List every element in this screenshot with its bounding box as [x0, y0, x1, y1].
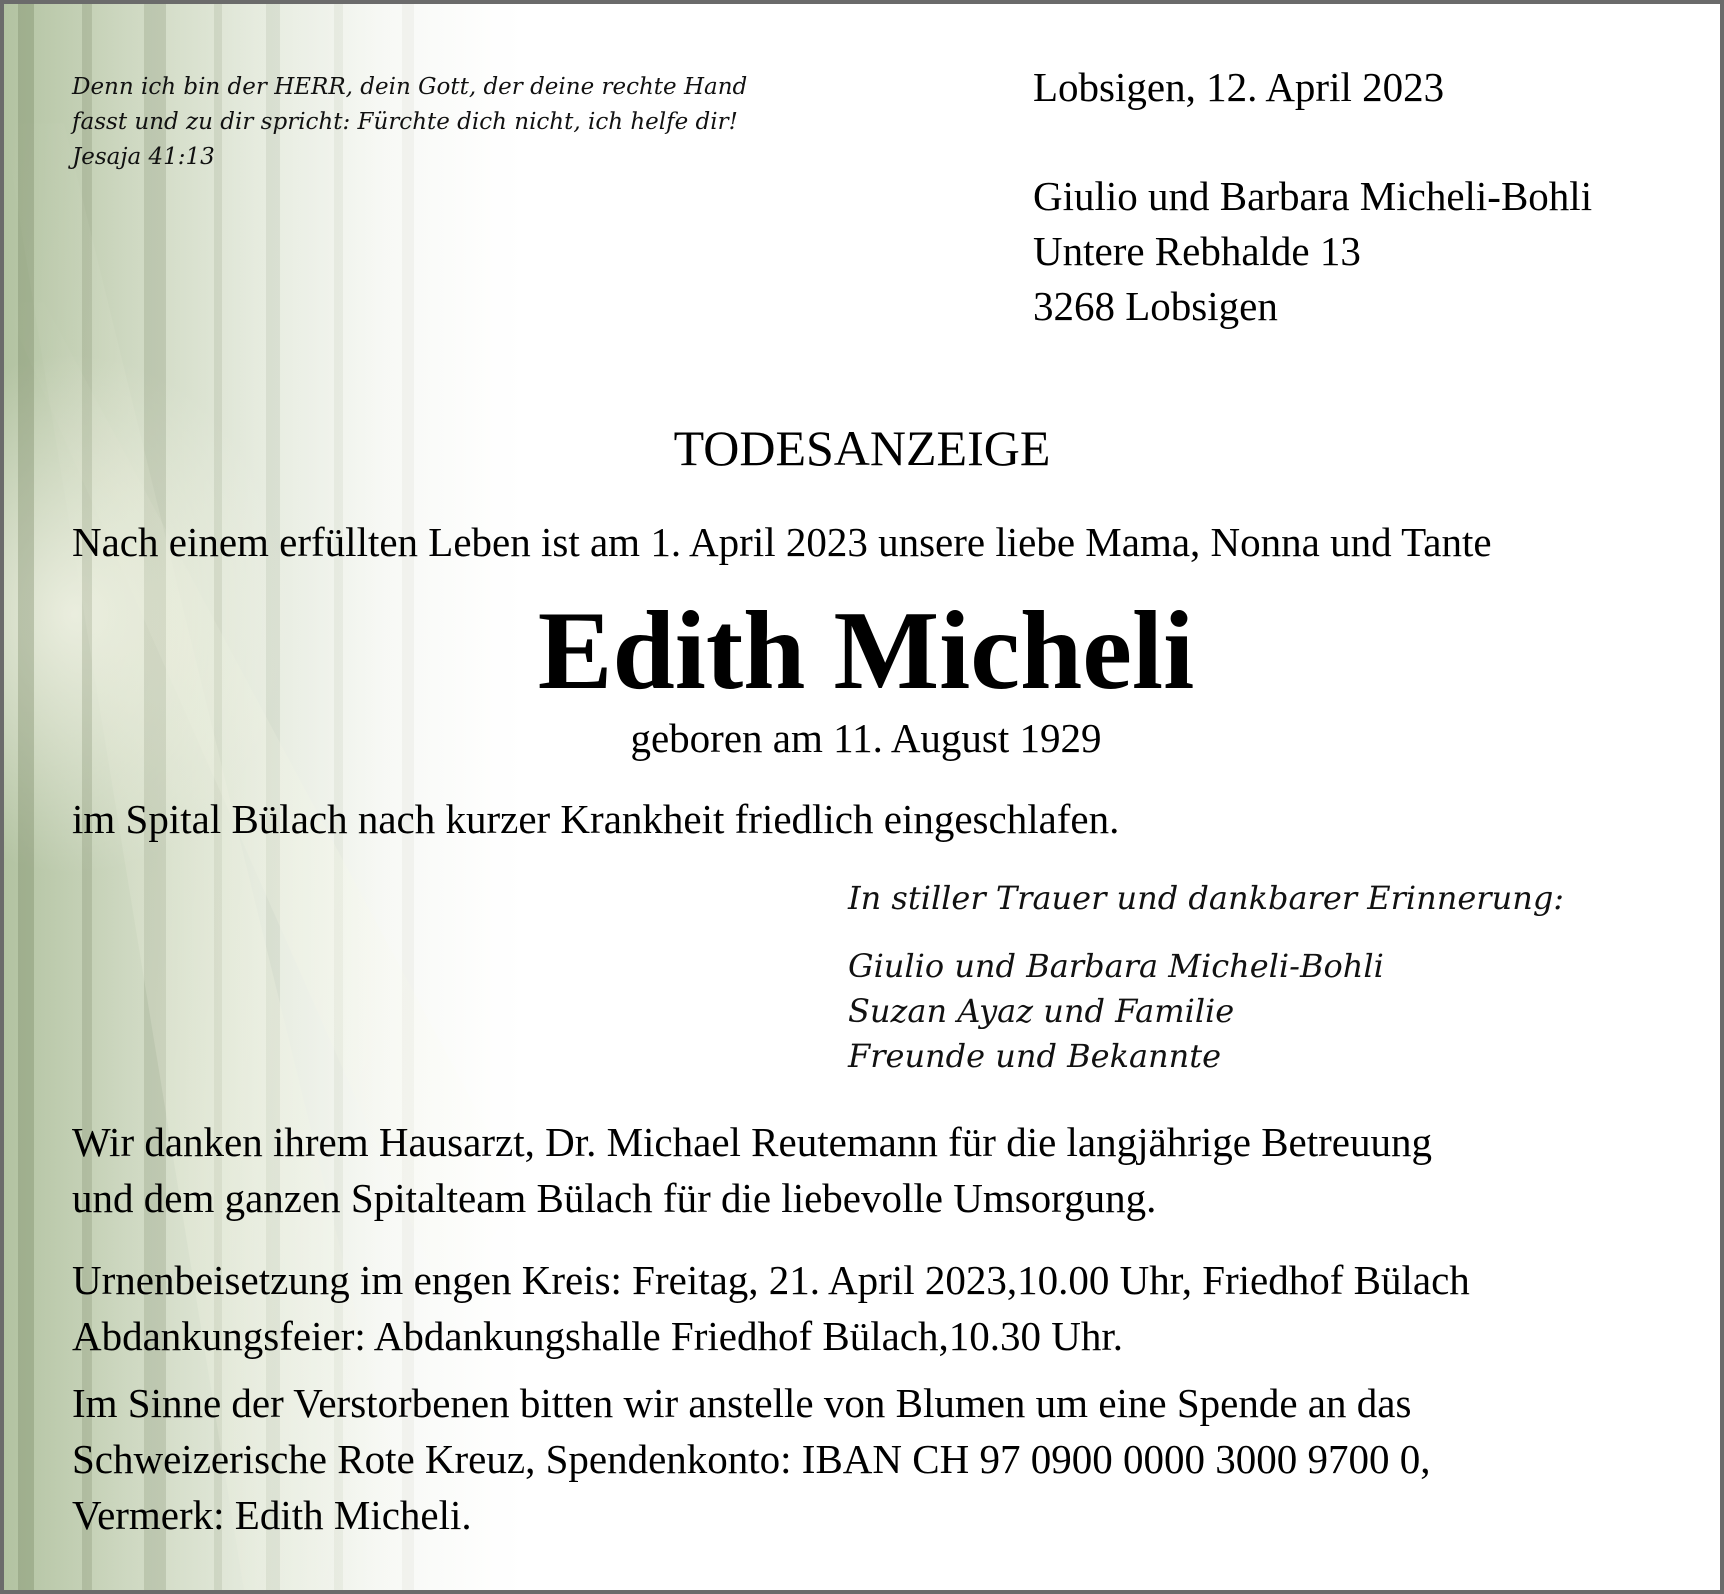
donation-line: Im Sinne der Verstorbenen bitten wir anstelle von Blumen um eine Spende an das	[72, 1380, 1412, 1426]
ceremony-paragraph	[72, 1252, 1470, 1364]
deceased-name: Edith Micheli	[537, 589, 1195, 713]
address-names: Giulio und Barbara Micheli-Bohli	[1033, 173, 1593, 219]
list-item: Freunde und Bekannte	[848, 1037, 1222, 1075]
birth-date: geboren am 11. August 1929	[630, 715, 1102, 761]
mourners-list	[848, 944, 1384, 1079]
place-date: Lobsigen, 12. April 2023	[1033, 64, 1445, 110]
list-item: Giulio und Barbara Micheli-Bohli	[848, 947, 1384, 985]
donation-line: Vermerk: Edith Micheli.	[72, 1492, 472, 1538]
ceremony-line: Urnenbeisetzung im engen Kreis: Freitag, 21. April 2023,10.00 Uhr, Friedhof Bülach	[72, 1257, 1470, 1303]
passing-text: im Spital Bülach nach kurzer Krankheit friedlich eingeschlafen.	[72, 796, 1120, 842]
verse-line: Denn ich bin der HERR, dein Gott, der deine rechte Hand	[72, 74, 748, 100]
thanks-line: Wir danken ihrem Hausarzt, Dr. Michael Reutemann für die langjährige Betreuung	[72, 1119, 1432, 1165]
verse-reference: Jesaja 41:13	[72, 144, 215, 170]
bible-verse	[72, 70, 747, 175]
thanks-line: und dem ganzen Spitalteam Bülach für die liebevolle Umsorgung.	[72, 1175, 1157, 1221]
intro-text: Nach einem erfüllten Leben ist am 1. April 2023 unsere liebe Mama, Nonna und Tante	[72, 519, 1492, 565]
list-item: Suzan Ayaz und Familie	[848, 992, 1235, 1030]
address-street: Untere Rebhalde 13	[1033, 228, 1361, 274]
mourning-heading: In stiller Trauer und dankbarer Erinnerung:	[848, 879, 1565, 917]
address-city: 3268 Lobsigen	[1033, 283, 1278, 329]
donation-line: Schweizerische Rote Kreuz, Spendenkonto: IBAN CH 97 0900 0000 3000 9700 0,	[72, 1436, 1431, 1482]
thanks-paragraph	[72, 1114, 1432, 1226]
donation-paragraph	[72, 1375, 1431, 1543]
ceremony-line: Abdankungsfeier: Abdankungshalle Friedhof Bülach,10.30 Uhr.	[72, 1313, 1124, 1359]
verse-line: fasst und zu dir spricht: Fürchte dich nicht, ich helfe dir!	[72, 109, 738, 135]
sender-address	[1033, 60, 1592, 334]
announcement-title: TODESANZEIGE	[673, 420, 1051, 476]
